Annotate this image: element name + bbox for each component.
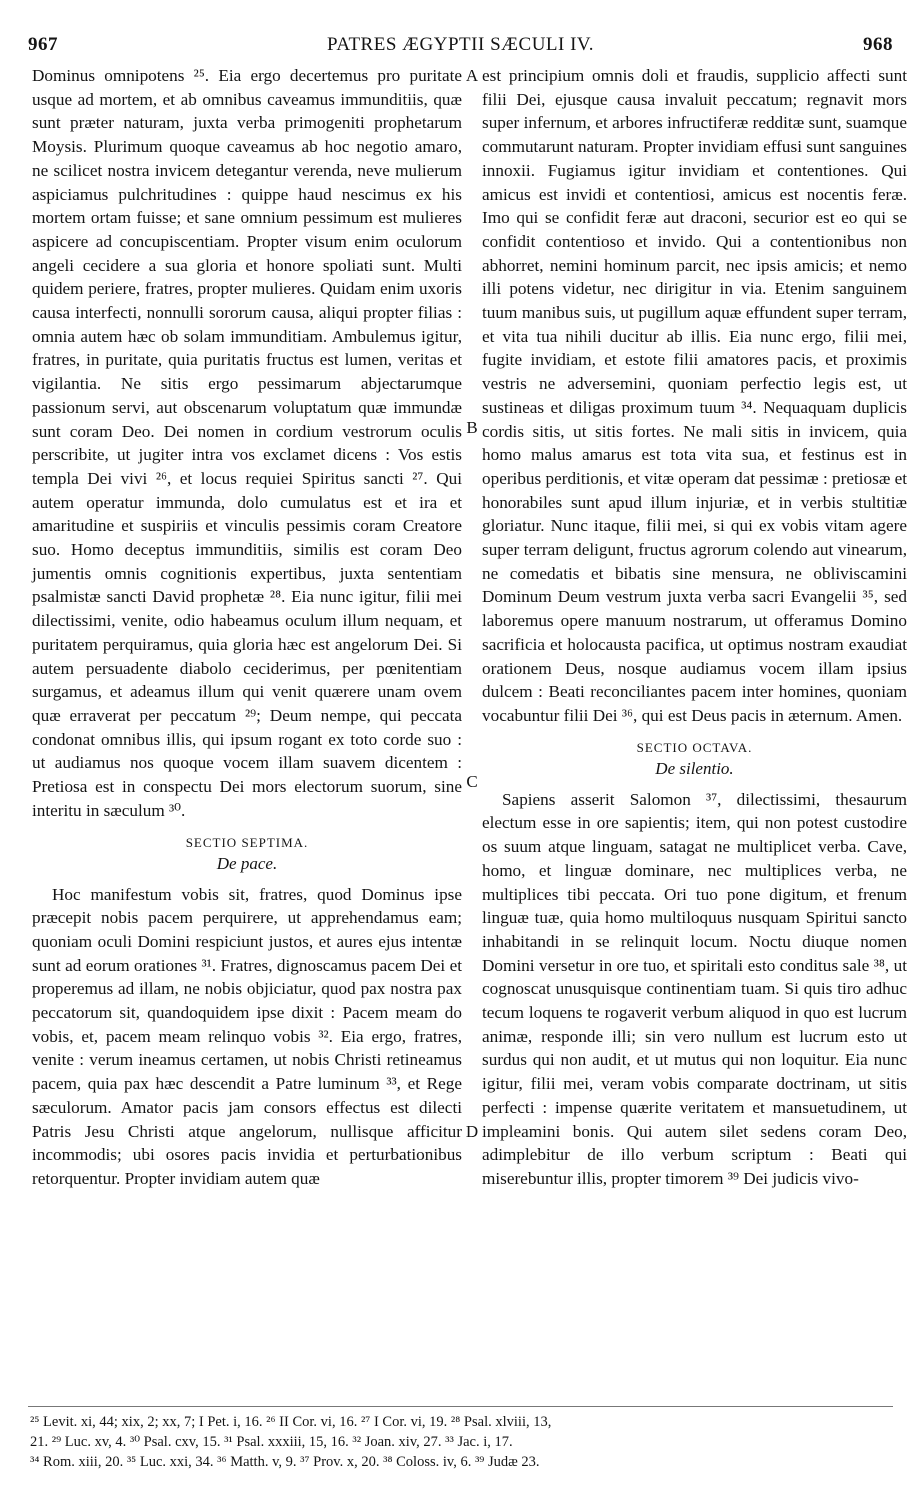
paragraph-pace: Hoc manifestum vobis sit, fratres, quod Dominus ipse præcepit nobis pacem perquirere, ut apprehendamus eam; quoniam oculi Domini respiciunt justos, et aures ejus intentæ sunt ad eorum orationes ³¹. Fratres, dignoscamus pacem Dei et properemus ad illam, ne nobis objiciatur, quod pax nostra pax peccatorum sit, quandoquidem ipse dixit : Pacem meam do vobis, et, pacem meam relinquo vobis ³². Eia ergo, fratres, venite : verum ineamus certamen, ut nobis Christi retineamus pacem, quia pax hæc descendit a Patre luminum ³³, et Rege sæculorum. Amator pacis jam consors effectus est dilecti Patris Jesu Christi atque angelorum, nullisque afficitur incommodis; ubi osores pacis invidia et perturbationibus retorquentur. Propter invidiam autem quæ <box>32 884 462 1188</box>
margin-letter-b: B <box>466 418 478 437</box>
paragraph-envy: est principium omnis doli et fraudis, supplicio affecti sunt filii Dei, ejusque causa invaluit peccatum; regnavit mors super infernum, et arbores infructiferæ redditæ sunt, suamque commutarunt naturam. Propter invidiam effusi sunt sanguines innoxii. Fugiamus igitur invidiam et contentiones. Qui amicus est invidi et contentiosi, amicus est nocentis feræ. Imo qui se confidit feræ aut draconi, securior est eo qui se confidit contentioso et invido. Qui a contentionibus non abhorret, nemini hominum parcit, nec ipsis amicis; et nemo illi potens videtur, nec dirigitur in via. Etenim sanguinem tuum manibus suis, ut pugillum aquæ effundent super terram, et vita tua nihili ducitur ab illis. Eia nunc ergo, filii mei, fugite invidiam, et estote filii amatores pacis, et proximis vestris ne adversemini, quoniam perfectio legis est, ut sustineas et diligas proximum tuum ³⁴. Nequaquam duplicis cordis sitis, ut sitis fortes. Ne mali sitis in invicem, quia homo malus amarus est tota vita sua, et festinus est in operibus perditionis, et vitæ operam dat pessimæ : pretiosæ et honorabiles sunt apud illum injuriæ, et in verbis stultitiæ gloriatur. Nunc itaque, filii mei, si qui ex vobis vitam agere super terram deligunt, fructus agrorum colendo aut vinearum, ne comedatis et bibatis sine mensura, ne obliviscamini Dominum Deum vestrum juxta verba sacri Evangelii ³⁵, sed laboremus opere manuum nostrarum, ut offeramus Domino sacrificia et holocausta pacifica, ut optimus nostram exaudiat orationem Deus, nosque audiamus vocem illam ipsius dulcem : Beati reconciliantes pacem inter homines, quoniam vocabuntur filii Dei ³⁶, qui est Deus pacis in æternum. Amen. <box>482 66 907 725</box>
right-page-number: 968 <box>863 34 893 55</box>
paragraph-purity: Dominus omnipotens ²⁵. Eia ergo decertemus pro puritate usque ad mortem, et ab omnibus caveamus immunditiis, quæ sunt præter naturam, juxta verba primogeniti prophetarum Moysis. Plurimum quoque caveamus ab hoc negotio amaro, ne scilicet nostra invicem detegantur verenda, neve mulierum aspiciamus pulchritudines : quippe haud nescimus ex his mortem ortam fuisse; et sane omnium pessimum est mulieres aspicere ad concupiscentiam. Propter visum enim oculorum angeli cecidere a sua gloria et honore spoliati sunt. Multi quidem periere, fratres, propter mulieres. Quidam enim uxoris causa interfecti, nonnulli sororum causa, aliqui propter filias : omnia autem hæc ob solam immunditiam. Ambulemus igitur, fratres, in puritate, quia puritatis fructus est lumen, veritas et vigilantia. Ne sitis ergo pessimarum abjectarumque passionum servi, aut obscenarum voluptatum quæ immundæ sunt coram Deo. Dei nomen in cordium vestrorum oculis perscribite, ut jugiter intra vos exclamet dicens : Vos estis templa Dei vivi ²⁶, et locus requiei Spiritus sancti ²⁷. Qui autem operatur immunda, dolo cumulatus est et ira et amaritudine et suspiriis et vinculis pessimis coram Creatore suo. Homo deceptus immunditiis, similis est coram Deo jumentis omnis cognitionis expertibus, juxta sententiam psalmistæ sancti David prophetæ ²⁸. Eia nunc igitur, filii mei dilectissimi, venite, odio habeamus oculum illum nequam, et puritatem perquiramus, quia gloria hæc est angelorum Dei. Si autem persuadente diabolo ceciderimus, per pœnitentiam surgamus, et adeamus illum qui venit quærere unam ovem quæ erraverat per peccatum ²⁹; Deum nempe, qui peccata condonat omnibus illis, qui ipsum rogant ex toto corde suo : ut audiamus nos quoque vocem illam suavem dicentem : Pretiosa est in conspectu Dei mors electorum suorum, sine interitu in sæculum ³⁰. <box>32 66 462 820</box>
page-header <box>28 34 893 64</box>
footnote-divider <box>28 1406 893 1407</box>
section-heading-octava: SECTIO OCTAVA. <box>636 739 753 755</box>
left-column <box>32 64 462 1191</box>
right-column <box>482 64 907 1191</box>
margin-letter-c: C <box>466 772 478 791</box>
section-heading-septima: SECTIO SEPTIMA. <box>185 834 309 850</box>
footnote-line: ³⁴ Rom. xiii, 20. ³⁵ Luc. xxi, 34. ³⁶ Matth. v, 9. ³⁷ Prov. x, 20. ³⁸ Coloss. iv, 6. ³⁹ Judæ 23. <box>30 1454 540 1470</box>
running-title: PATRES ÆGYPTII SÆCULI IV. <box>327 34 594 55</box>
footnote-line: 21. ²⁹ Luc. xv, 4. ³⁰ Psal. cxv, 15. ³¹ Psal. xxxiii, 15, 16. ³² Joan. xiv, 27. ³³ Jac. i, 17. <box>30 1434 513 1450</box>
paragraph-silence: Sapiens asserit Salomon ³⁷, dilectissimi, thesaurum electum esse in ore sapientis; item, qui non potest custodire os suum atque linguam, satagat ne multiplicet verba. Cave, homo, et linguæ dominare, nec multiplices verba, ne multiplices tibi peccata. Ori tuo pone digitum, et frenum linguæ tuæ, quia homo multiloquus nusquam Spiritui sancto inhabitandi in se relinquit locum. Noctu diuque nomen Domini versetur in ore tuo, et spiritali esto conditus sale ³⁸, ut cognoscat unusquisque continentiam tuam. Si quis tiro adhuc tecum loquens te rogaverit verbum aliquod in quo est lucrum animæ, responde illi; sin vero nullum est lucrum esto ut surdus qui non audit, et ut mutus qui non loquitur. Eia nunc igitur, filii mei, veram vobis comparate doctrinam, ut sitis perfecti : impense quærite veritatem et mansuetudinem, ut impleamini bonis. Qui autem silet sedens coram Deo, adimplebitur de illo verbum scriptum : Beati qui miserebuntur illis, propter timorem ³⁹ Dei judicis vivo- <box>482 789 907 1188</box>
footnotes <box>30 1412 893 1472</box>
left-page-number: 967 <box>28 34 58 55</box>
margin-letter-d: D <box>465 1122 479 1141</box>
section-title-pace: De pace. <box>216 853 278 873</box>
margin-letter-a: A <box>465 66 479 85</box>
section-title-silentio: De silentio. <box>655 758 734 778</box>
footnote-line: ²⁵ Levit. xi, 44; xix, 2; xx, 7; I Pet. i, 16. ²⁶ II Cor. vi, 16. ²⁷ I Cor. vi, 19. ²⁸ Psal. xlviii, 13, <box>30 1414 552 1430</box>
